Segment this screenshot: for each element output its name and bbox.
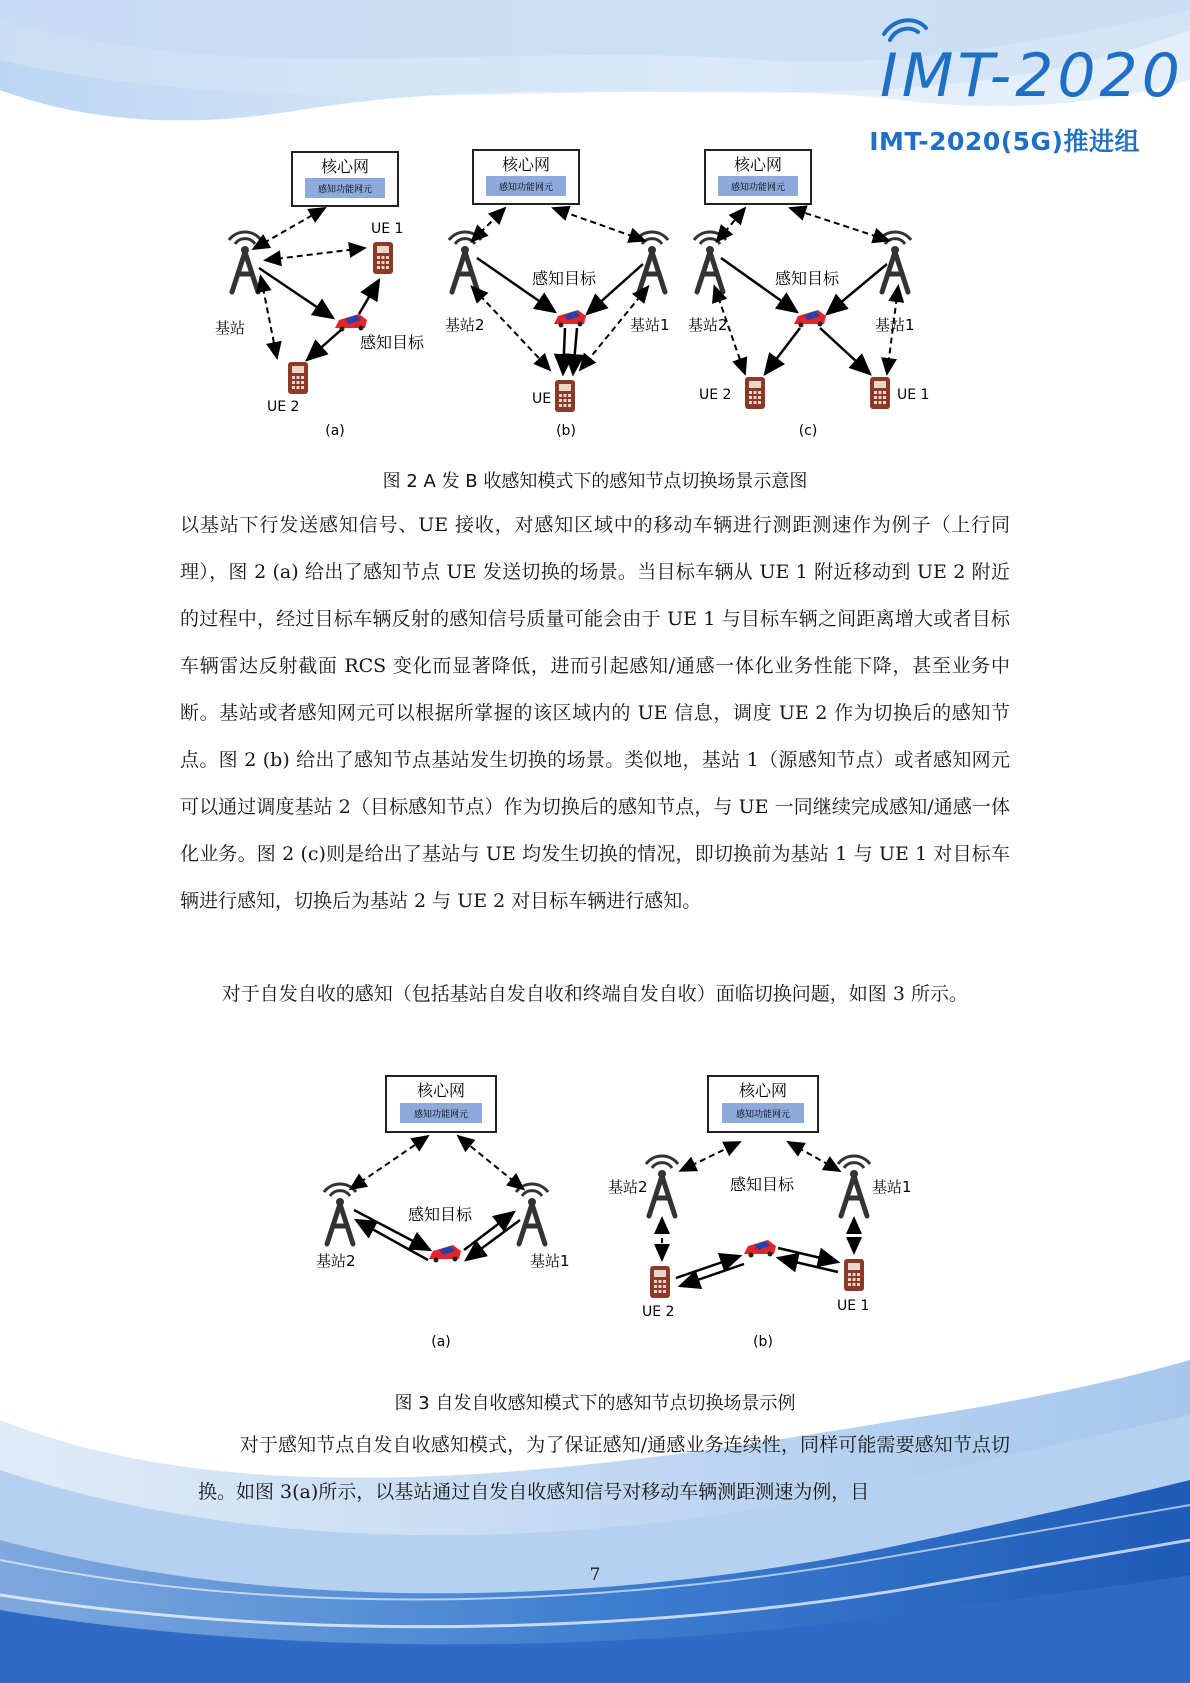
fig2-panel-c [688,150,929,439]
fig3b-sub-label: (b) [753,1334,773,1350]
figure-3 [300,1070,940,1355]
fig3b-bs1-label: 基站1 [872,1178,912,1196]
fig2a-ue2-label: UE 2 [267,399,300,415]
fig2b-ue-label: UE [532,391,552,407]
fig2b-sub-label: (b) [556,423,576,439]
fig2c-bs1-label: 基站1 [875,316,915,334]
fig2b-bs1-label: 基站1 [630,316,670,334]
fig2a-ue1-label: UE 1 [371,221,404,237]
fig2a-sub-label: (a) [325,423,345,439]
page-number: 7 [589,1565,601,1585]
fig3b-sensing-nf-label: 感知功能网元 [735,1110,791,1120]
fig3a-sub-label: (a) [431,1334,451,1350]
imt2020-logo [820,18,1184,156]
fig2c-sensing-nf-label: 感知功能网元 [730,183,786,193]
figure-2 [215,148,945,448]
fig2c-target-car-icon [794,310,826,328]
fig2a-ue1-icon [373,242,393,274]
fig2b-bs2-label: 基站2 [445,316,485,334]
fig2a-ue2-icon [288,362,308,394]
fig3a-target-label: 感知目标 [408,1205,473,1224]
fig2c-bs2-icon [694,232,726,292]
fig3b-target-label: 感知目标 [730,1175,795,1194]
fig2a-target-label: 感知目标 [360,333,425,352]
fig3a-bs1-label: 基站1 [530,1252,570,1270]
fig2b-target-label: 感知目标 [532,269,597,288]
fig2c-ue2-icon [745,377,765,409]
imt2020-logo-mark [860,18,1184,111]
fig3b-ue1-icon [844,1259,864,1291]
fig2c-target-label: 感知目标 [775,269,840,288]
fig3a-bs2-icon [324,1184,356,1244]
fig3b-ue2-icon [650,1266,670,1298]
fig2a-bs-label: 基站 [215,319,246,337]
fig3b-bs2-label: 基站2 [608,1178,648,1196]
fig2a-core-label: 核心网 [320,157,370,176]
figure-2-diagram [215,148,945,448]
figure-3-diagram [300,1070,940,1355]
fig2b-bs2-icon [449,232,481,292]
fig3b-bs1-icon [838,1156,870,1216]
fig2c-ue1-icon [870,377,890,409]
fig3-panel-a [316,1076,570,1350]
fig3b-ue2-label: UE 2 [642,1304,675,1320]
fig2-panel-a [215,152,425,439]
fig2c-ue2-label: UE 2 [699,387,732,403]
fig3b-ue1-label: UE 1 [837,1298,870,1314]
fig3-panel-b [608,1076,912,1350]
fig2b-ue-icon [555,380,575,412]
fig3a-bs2-label: 基站2 [316,1252,356,1270]
fig3b-target-car-icon [744,1240,776,1258]
fig2b-target-car-icon [554,310,586,328]
fig2c-bs1-icon [879,232,911,292]
fig2a-target-car-icon [335,314,367,332]
fig3b-core-label: 核心网 [738,1081,788,1100]
fig2b-core-label: 核心网 [501,155,551,174]
logo-subtitle: IMT-2020(5G)推进组 [869,127,1140,156]
body-paragraph-2: 对于自发自收的感知（包括基站自发自收和终端自发自收）面临切换问题，如图 3 所示。 [221,983,968,1005]
fig2a-base-station-icon [229,232,261,292]
fig2b-bs1-icon [636,232,668,292]
body-paragraph-1: 以基站下行发送感知信号、UE 接收，对感知区域中的移动车辆进行测距测速作为例子（上行同理），图 2 (a) 给出了感知节点 UE 发送切换的场景。当目标车辆从 UE 1 附近移动到 UE 2 附近的过程中，经过目标车辆反射的感知信号质量可能会由于 UE 1 与目标车辆之间距离增大或者目标车辆雷达反射截面 RCS 变化而显著降低，进而引起感知/通感一体化业务性能下降，甚至业务中断。基站或者感知网元可以根据所掌握的该区域内的 UE 信息，调度 UE 2 作为切换后的感知节点。图 2 (b) 给出了感知节点基站发生切换的场景。类似地，基站 1（源感知节点）或者感知网元可以通过调度基站 2（目标感知节点）作为切换后的感知节点，与 UE 一同继续完成感知/通感一体化业务。图 2 (c)则是给出了基站与 UE 均发生切换的情况，即切换前为基站 1 与 UE 1 对目标车辆进行感知，切换后为基站 2 与 UE 2 对目标车辆进行感知。 [180,514,1010,912]
fig2-panel-b [445,150,670,439]
logo-wordmark: IMT-2020 [880,41,1184,111]
body-paragraph-3: 对于感知节点自发自收感知模式，为了保证感知/通感业务连续性，同样可能需要感知节点切换。如图 3(a)所示，以基站通过自发自收感知信号对移动车辆测距测速为例，目 [198,1434,1010,1503]
fig2c-core-label: 核心网 [733,155,783,174]
fig3a-bs1-icon [516,1184,548,1244]
fig2c-bs2-label: 基站2 [688,316,728,334]
figure-2-caption: 图 2 A 发 B 收感知模式下的感知节点切换场景示意图 [382,471,808,492]
fig3a-sensing-nf-label: 感知功能网元 [413,1110,469,1120]
fig2a-sensing-nf-label: 感知功能网元 [317,185,373,195]
fig2c-sub-label: (c) [798,423,818,439]
fig2c-ue1-label: UE 1 [897,387,930,403]
fig2b-sensing-nf-label: 感知功能网元 [498,183,554,193]
fig3b-bs2-icon [646,1156,678,1216]
fig3a-core-label: 核心网 [416,1081,466,1100]
fig3a-target-car-icon [429,1245,461,1263]
figure-3-caption: 图 3 自发自收感知模式下的感知节点切换场景示例 [394,1393,796,1414]
